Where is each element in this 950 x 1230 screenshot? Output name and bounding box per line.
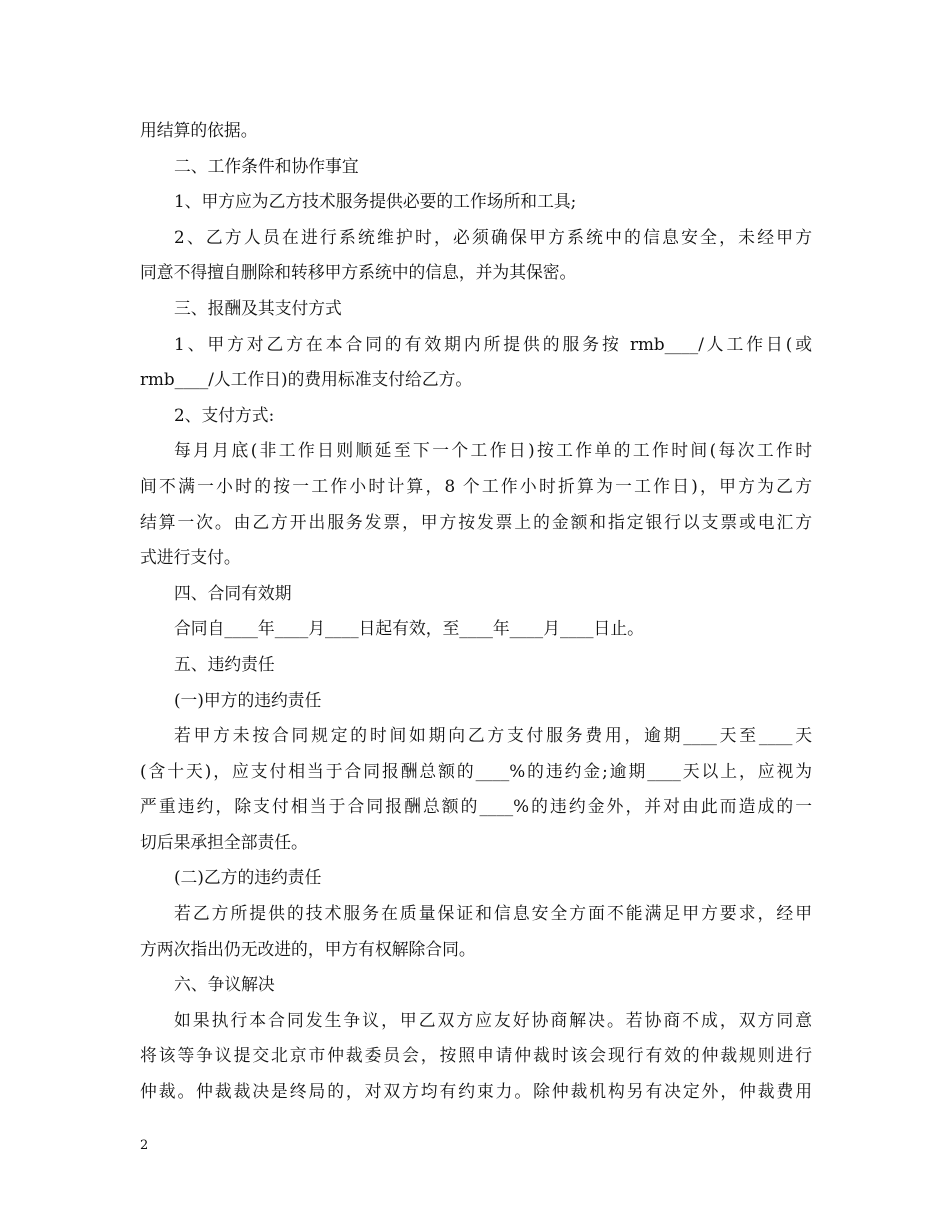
text-line: 2、乙方人员在进行系统维护时，必须确保甲方系统中的信息安全，未经甲方	[174, 226, 812, 247]
text-line: 方两次指出仍无改进的，甲方有权解除合同。	[140, 938, 476, 959]
text-line: 仲裁。仲裁裁决是终局的，对双方均有约束力。除仲裁机构另有决定外，仲裁费用	[140, 1081, 812, 1102]
text-line: 将该等争议提交北京市仲裁委员会，按照申请仲裁时该会现行有效的仲裁规则进行	[140, 1045, 812, 1066]
text-line: 式进行支付。	[140, 547, 241, 568]
page-number: 2	[140, 1138, 149, 1153]
text-line: 四、合同有效期	[174, 582, 292, 603]
text-line: rmb____/人工作日)的费用标准支付给乙方。	[140, 369, 473, 390]
text-line: 同意不得擅自删除和转移甲方系统中的信息，并为其保密。	[140, 262, 577, 283]
text-line: 1、甲方对乙方在本合同的有效期内所提供的服务按 rmb____/人工作日(或	[174, 333, 812, 354]
text-line: 1、甲方应为乙方技术服务提供必要的工作场所和工具;	[174, 191, 577, 212]
text-line: 五、违约责任	[174, 653, 275, 674]
text-line: 间不满一小时的按一工作小时计算，8 个工作小时折算为一工作日)，甲方为乙方	[140, 475, 812, 496]
text-line: 结算一次。由乙方开出服务发票，甲方按发票上的金额和指定银行以支票或电汇方	[140, 511, 812, 532]
document-body	[140, 113, 812, 1110]
text-line: 若甲方未按合同规定的时间如期向乙方支付服务费用，逾期____天至____天	[174, 725, 812, 746]
text-line: 切后果承担全部责任。	[140, 831, 308, 852]
text-line: 合同自____年____月____日起有效，至____年____月____日止。	[174, 618, 644, 639]
text-line: (二)乙方的违约责任	[174, 867, 322, 888]
text-line: 严重违约，除支付相当于合同报酬总额的____%的违约金外，并对由此而造成的一	[140, 796, 812, 817]
text-line: 如果执行本合同发生争议，甲乙双方应友好协商解决。若协商不成，双方同意	[174, 1009, 812, 1030]
text-line: 2、支付方式:	[174, 404, 275, 425]
text-line: 用结算的依据。	[140, 120, 258, 140]
text-line: (一)甲方的违约责任	[174, 689, 322, 710]
text-line: 三、报酬及其支付方式	[174, 297, 342, 318]
text-line: (含十天)，应支付相当于合同报酬总额的____%的违约金;逾期____天以上，应视为	[140, 760, 812, 781]
text-line: 每月月底(非工作日则顺延至下一个工作日)按工作单的工作时间(每次工作时	[174, 440, 812, 461]
text-line: 二、工作条件和协作事宜	[174, 155, 359, 176]
text-line: 六、争议解决	[174, 974, 275, 995]
text-line: 若乙方所提供的技术服务在质量保证和信息安全方面不能满足甲方要求，经甲	[174, 903, 812, 924]
